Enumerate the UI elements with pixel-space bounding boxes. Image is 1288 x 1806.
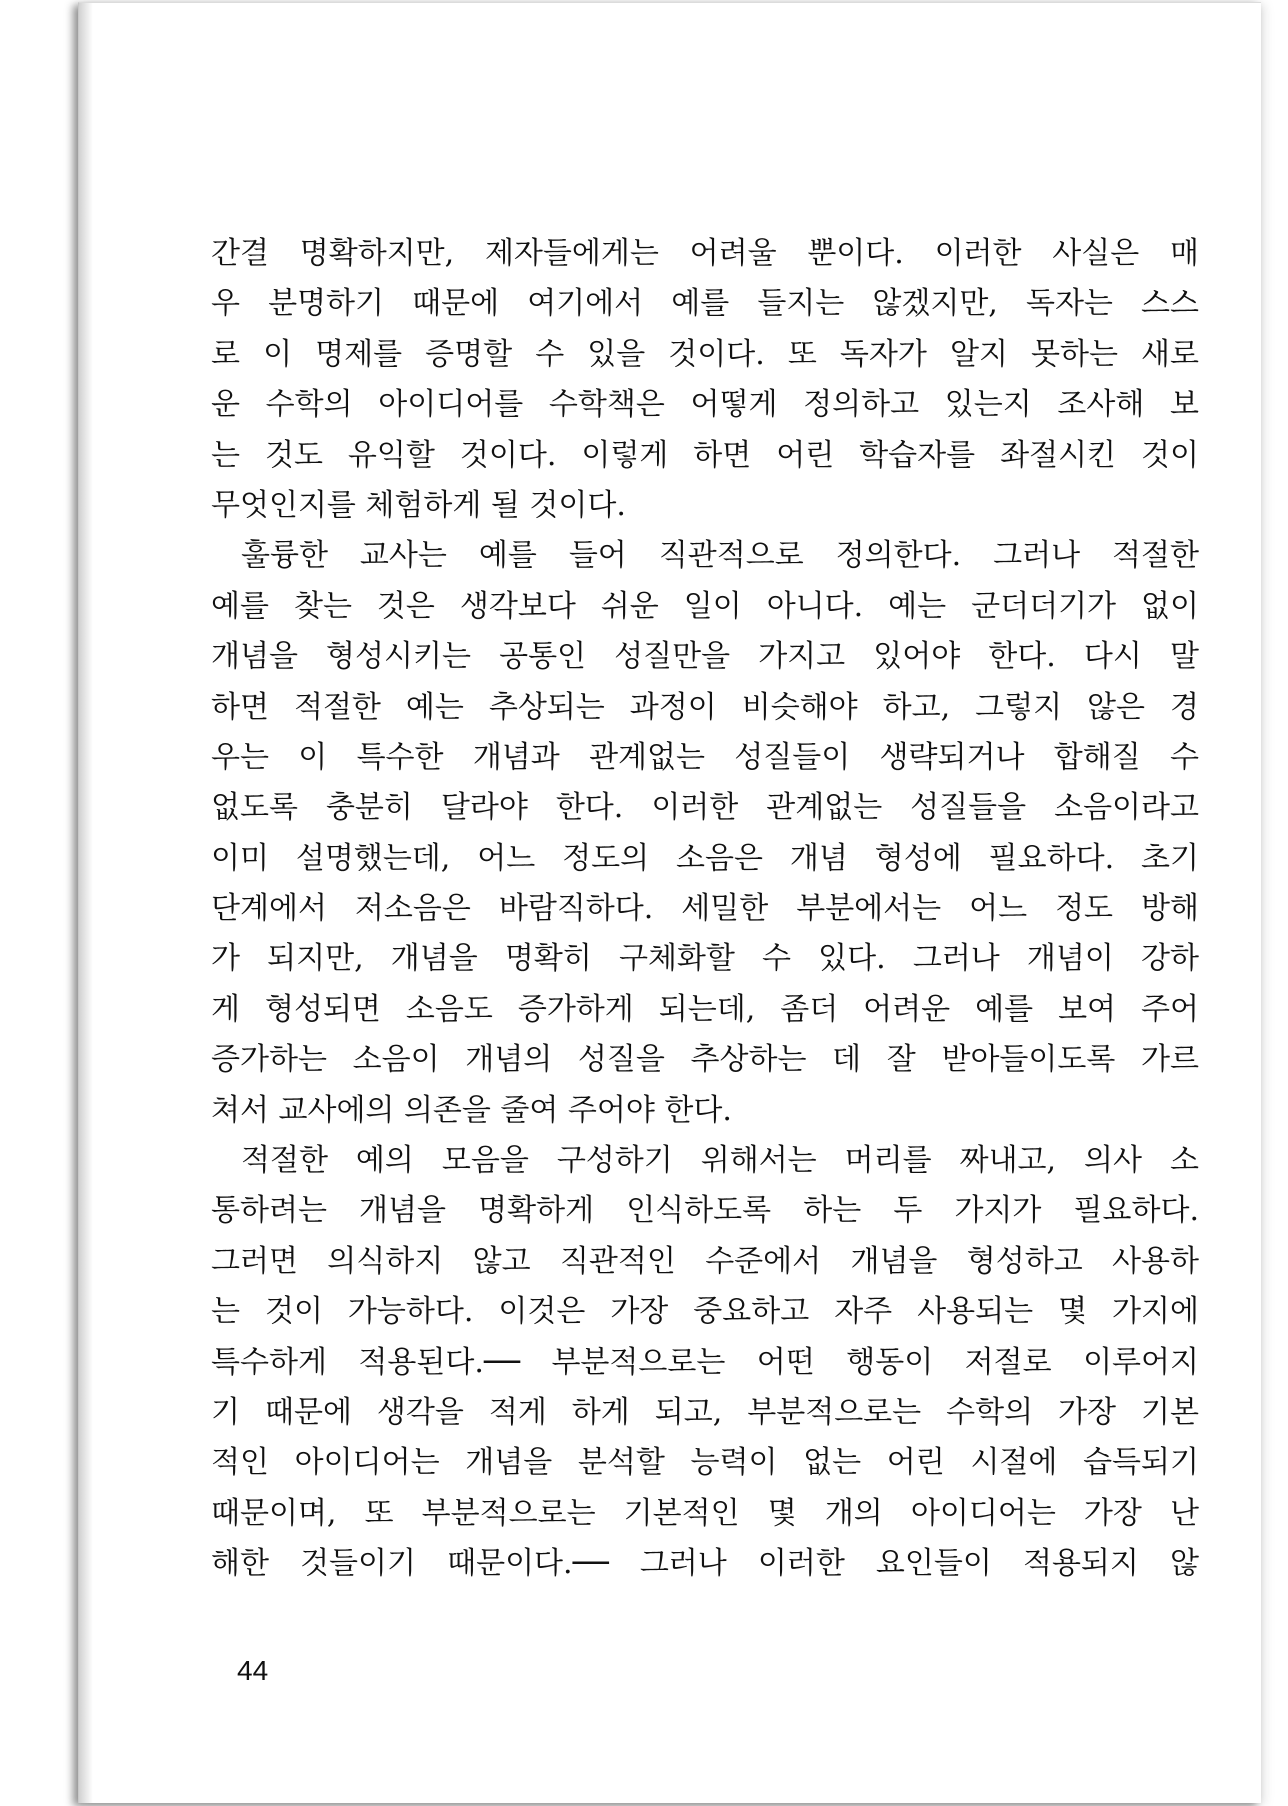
text-line: 우는 이 특수한 개념과 관계없는 성질들이 생략되거나 합해질 수 <box>211 739 1199 775</box>
text-line: 하면 적절한 예는 추상되는 과정이 비슷해야 하고, 그렇지 않은 경 <box>211 689 1199 725</box>
text-line: 없도록 충분히 달라야 한다. 이러한 관계없는 성질들을 소음이라고 <box>211 790 1199 826</box>
text-line: 간결 명확하지만, 제자들에게는 어려울 뿐이다. 이러한 사실은 매 <box>211 236 1199 271</box>
text-line: 적인 아이디어는 개념을 분석할 능력이 없는 어린 시절에 습득되기 <box>211 1445 1199 1481</box>
text-line: 그러면 의식하지 않고 직관적인 수준에서 개념을 형성하고 사용하 <box>211 1243 1199 1279</box>
text-line: 단계에서 저소음은 바람직하다. 세밀한 부분에서는 어느 정도 방해 <box>211 891 1199 927</box>
text-line: 예를 찾는 것은 생각보다 쉬운 일이 아니다. 예는 군더더기가 없이 <box>211 588 1199 624</box>
text-line: 이미 설명했는데, 어느 정도의 소음은 개념 형성에 필요하다. 초기 <box>211 840 1199 876</box>
page-spine-shadow <box>79 3 93 1803</box>
text-line: 훌륭한 교사는 예를 들어 직관적으로 정의한다. 그러나 적절한 <box>241 538 1199 574</box>
text-line: 우 분명하기 때문에 여기에서 예를 들지는 않겠지만, 독자는 스스 <box>211 286 1199 322</box>
text-line: 무엇인지를 체험하게 될 것이다. <box>211 487 626 523</box>
text-line: 로 이 명제를 증명할 수 있을 것이다. 또 독자가 알지 못하는 새로 <box>211 336 1199 372</box>
text-line: 통하려는 개념을 명확하게 인식하도록 하는 두 가지가 필요하다. <box>211 1193 1199 1229</box>
text-line: 때문이며, 또 부분적으로는 기본적인 몇 개의 아이디어는 가장 난 <box>211 1495 1199 1531</box>
text-line: 적절한 예의 모음을 구성하기 위해서는 머리를 짜내고, 의사 소 <box>241 1143 1199 1179</box>
text-line: 는 것도 유익할 것이다. 이렇게 하면 어린 학습자를 좌절시킨 것이 <box>211 437 1199 473</box>
book-page <box>78 2 1261 1803</box>
text-line: 가 되지만, 개념을 명확히 구체화할 수 있다. 그러나 개념이 강하 <box>211 941 1199 977</box>
body-text <box>211 229 1199 1590</box>
text-line: 쳐서 교사에의 의존을 줄여 주어야 한다. <box>211 1092 732 1128</box>
text-line: 기 때문에 생각을 적게 하게 되고, 부분적으로는 수학의 가장 기본 <box>211 1394 1199 1430</box>
text-line: 특수하게 적용된다.── 부분적으로는 어떤 행동이 저절로 이루어지 <box>211 1344 1199 1380</box>
page-number: 44 <box>237 1655 269 1686</box>
text-line: 는 것이 가능하다. 이것은 가장 중요하고 자주 사용되는 몇 가지에 <box>211 1294 1199 1330</box>
text-line: 증가하는 소음이 개념의 성질을 추상하는 데 잘 받아들이도록 가르 <box>211 1042 1199 1078</box>
text-line: 해한 것들이기 때문이다.── 그러나 이러한 요인들이 적용되지 않 <box>211 1546 1199 1582</box>
text-line: 운 수학의 아이디어를 수학책은 어떻게 정의하고 있는지 조사해 보 <box>211 387 1199 423</box>
text-line: 게 형성되면 소음도 증가하게 되는데, 좀더 어려운 예를 보여 주어 <box>211 991 1199 1027</box>
text-line: 개념을 형성시키는 공통인 성질만을 가지고 있어야 한다. 다시 말 <box>211 639 1199 675</box>
